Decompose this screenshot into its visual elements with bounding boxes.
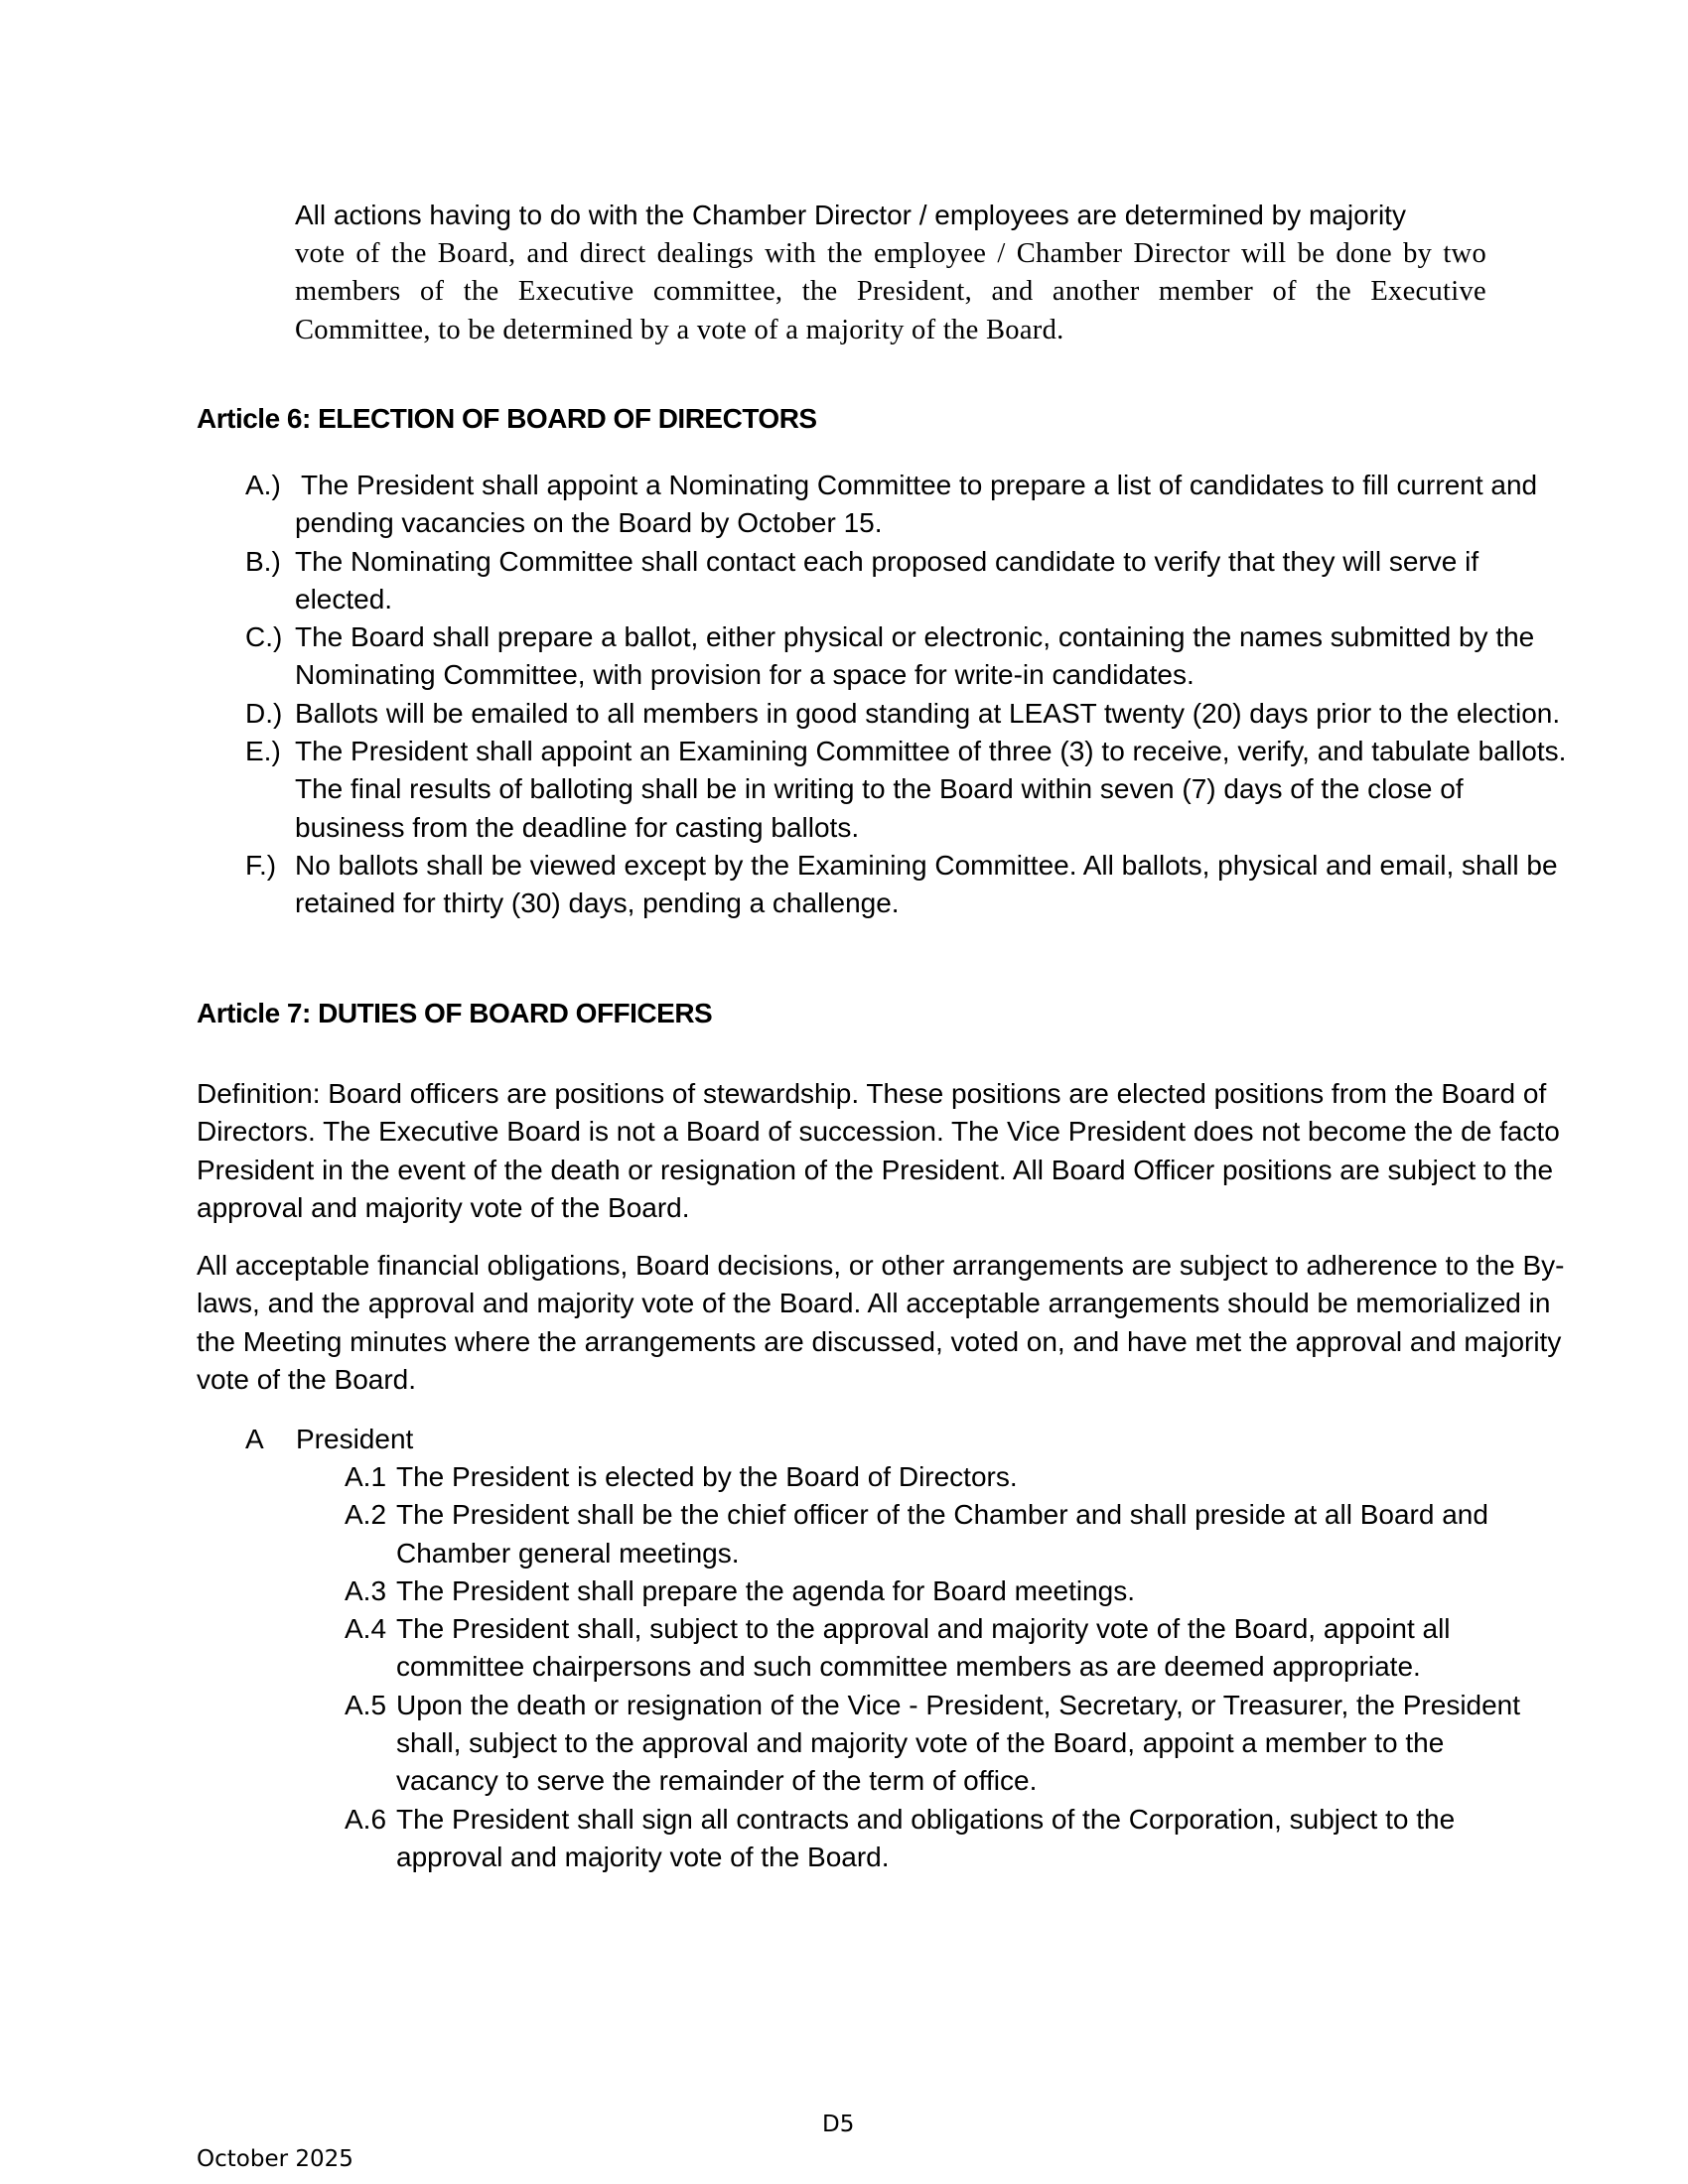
list-item <box>345 1458 1536 1496</box>
list-item <box>245 847 1576 923</box>
list-marker: A.3 <box>345 1574 387 1606</box>
list-marker: D.) <box>245 697 283 729</box>
list-item-text: The President is elected by the Board of Directors. <box>396 1461 1018 1492</box>
list-marker: A.5 <box>345 1689 387 1720</box>
footer-date: October 2025 <box>197 2146 353 2172</box>
list-item <box>345 1610 1536 1687</box>
list-item-text: The President shall be the chief officer of the Chamber and shall preside at all Board and Chamber general meetings. <box>396 1499 1488 1569</box>
list-item <box>345 1687 1536 1801</box>
president-section-label <box>245 1421 413 1458</box>
list-marker: A.2 <box>345 1499 387 1531</box>
list-item <box>345 1801 1536 1877</box>
list-item-text: Upon the death or resignation of the Vice - President, Secretary, or Treasurer, the President shall, subject to the approval and majority vote of the Board, appoint a member to the vacancy to serve the remainder of the term of office. <box>396 1689 1521 1797</box>
list-item-text: The President shall, subject to the approval and majority vote of the Board, appoint all committee chairpersons and such committee members as are deemed appropriate. <box>396 1613 1451 1683</box>
list-item <box>345 1496 1536 1572</box>
article-7-heading: Article 7: DUTIES OF BOARD OFFICERS <box>197 998 713 1028</box>
list-item <box>245 733 1576 847</box>
list-item-text: No ballots shall be viewed except by the Examining Committee. All ballots, physical and email, shall be retained for thirty (30) days, pending a challenge. <box>295 849 1558 919</box>
list-marker: A.6 <box>345 1803 387 1835</box>
list-marker: A.1 <box>345 1461 387 1492</box>
list-item <box>245 543 1576 619</box>
list-item <box>245 618 1576 695</box>
list-item <box>345 1572 1536 1610</box>
list-item-text: The President shall prepare the agenda for Board meetings. <box>396 1574 1136 1606</box>
list-item-text: The President shall appoint a Nominating Committee to prepare a list of candidates to fill current and pending vacancies on the Board by October 15. <box>295 470 1538 539</box>
list-marker: C.) <box>245 621 283 653</box>
list-item-text: The President shall sign all contracts and obligations of the Corporation, subject to the approval and majority vote of the Board. <box>396 1803 1456 1872</box>
list-marker: A.) <box>245 470 281 500</box>
list-item <box>245 695 1576 733</box>
list-item-text: The Board shall prepare a ballot, either physical or electronic, containing the names submitted by the Nominating Committee, with provision for a space for write-in candidates. <box>295 621 1535 691</box>
intro-continuation: vote of the Board, and direct dealings with the employee / Chamber Director will be done by two members of the Executive committee, the President, and another member of the Executive Committee, to be determined by a vote of a majority of the Board. <box>295 237 1486 345</box>
page-number: D5 <box>822 2112 855 2137</box>
financial-paragraph: All acceptable financial obligations, Board decisions, or other arrangements are subject to adherence to the By-laws, and the approval and majority vote of the Board. All acceptable arrangements should be memorialized in the Meeting minutes where the arrangements are discussed, voted on, and have met the approval and majority vote of the Board. <box>197 1250 1565 1395</box>
section-title: President <box>296 1424 414 1454</box>
definition-paragraph: Definition: Board officers are positions of stewardship. These positions are elected positions from the Board of Directors. The Executive Board is not a Board of succession. The Vice President does not become the de facto President in the event of the death or resignation of the President. All Board Officer positions are subject to the approval and majority vote of the Board. <box>197 1078 1560 1223</box>
list-item-text: The President shall appoint an Examining Committee of three (3) to receive, verify, and tabulate ballots. The final results of balloting shall be in writing to the Board within seven (7) days of the close of business from the deadline for casting ballots. <box>295 736 1567 843</box>
list-marker: B.) <box>245 545 281 577</box>
intro-paragraph <box>295 197 1486 349</box>
list-item <box>245 467 1576 543</box>
section-marker: A <box>245 1424 264 1454</box>
article-6-list <box>245 467 1576 923</box>
list-marker: A.4 <box>345 1613 387 1645</box>
list-item-text: The Nominating Committee shall contact each proposed candidate to verify that they will serve if elected. <box>295 545 1479 614</box>
list-marker: E.) <box>245 736 281 767</box>
list-marker: F.) <box>245 849 277 881</box>
article-6-heading: Article 6: ELECTION OF BOARD OF DIRECTORS <box>197 403 817 434</box>
list-item-text: Ballots will be emailed to all members in good standing at LEAST twenty (20) days prior to the election. <box>295 697 1561 729</box>
intro-first-line: All actions having to do with the Chamber Director / employees are determined by majority <box>295 200 1406 230</box>
president-duties-list <box>345 1458 1536 1876</box>
